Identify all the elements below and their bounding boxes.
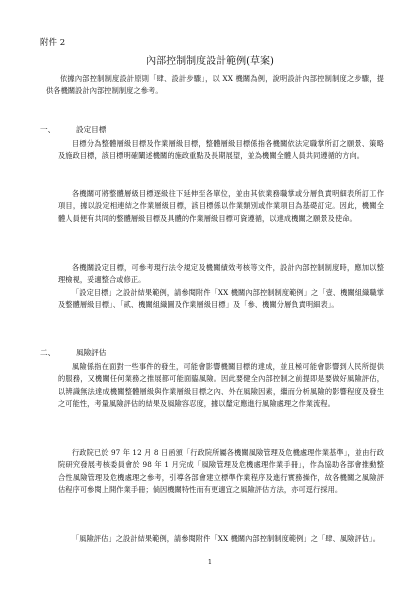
section-1-paragraph-2: 各機關可將整體層級目標逐級往下延伸至各單位，並由其依業務職掌或分層負責明細表所訂工作項目，據以設定相連結之作業層級目標，該目標係以作業類別或作業項目為基礎訂定。因此，機關全體人員便有共同的整體層級目標及具體的作業層級目標可資遵循，以達成機關之願景及使命。 [58, 189, 384, 223]
section-1-paragraph-1: 目標分為整體層級目標及作業層級目標，整體層級目標係指各機關依法定職掌所訂之願景、策略及施政目標，該目標明確闡述機關的施政重點及長期展望，並為機關全體人員共同遵循的方向。 [58, 139, 384, 161]
section-number: 一、 [40, 125, 56, 134]
document-title: 內部控制制度設計範例(草案) [146, 56, 274, 67]
section-1-paragraph-4: 「設定目標」之設計結果範例，請參閱附件「XX 機關內部控制制度範例」之「壹、機關組織職掌及整體層級目標」、「貳、機關組織圖及作業層級目標」及「參、機關分層負責明細表」。 [58, 288, 384, 310]
section-2-paragraph-2: 行政院已於 97 年 12 月 8 日函頒「行政院所屬各機關風險管理及危機處理作業基準」，並由行政院研究發展考核委員會於 98 年 1 月完成「風險管理及危機處理作業手冊」，作為協助各部會推動整合性風險管理及危機處理之參考，引導各部會建立標準作業程序及進行實務操作，故各機關之風險評估程序可參閱上開作業手冊；倘因機關特性而有更適宜之風險評估方法，亦可逕行採用。 [58, 448, 384, 494]
section-2-paragraph-3: 「風險評估」之設計結果範例，請參閱附件「XX 機關內部控制制度範例」之「肆、風險評估」。 [72, 534, 381, 543]
section-2-paragraph-1: 風險係指在面對一些事件的發生，可能會影響機關目標的達成，並且極可能會影響到人民所提供的服務，又機關任何業務之推展都可能面臨風險。因此要健全內部控制之前提即是要做好風險評估，以辨識無法達成機關整體層級與作業層級目標之內、外在風險因素，繼而分析風險的影響程度及發生之可能性，考量風險評估的結果及風險容忍度，據以釐定應進行風險處理之作業流程。 [58, 362, 384, 408]
section-1-paragraph-3: 各機關設定目標，可參考現行法令規定及機關績效考核等文件，設計內部控制制度時，應加以整理檢視，妥適整合或修正。 [58, 263, 384, 285]
annex-label: 附件 2 [40, 38, 66, 48]
section-heading-2 [40, 347, 106, 358]
section-number: 二、 [40, 348, 56, 357]
section-heading-1 [40, 124, 106, 135]
page-number: 1 [207, 558, 213, 566]
section-title: 風險評估 [76, 348, 107, 357]
intro-paragraph: 依據內部控制制度設計原則「肆、設計步驟」，以 XX 機關為例，說明設計內部控制制度之步驟，提供各機關設計內部控制制度之參考。 [46, 74, 384, 96]
section-title: 設定目標 [76, 125, 107, 134]
